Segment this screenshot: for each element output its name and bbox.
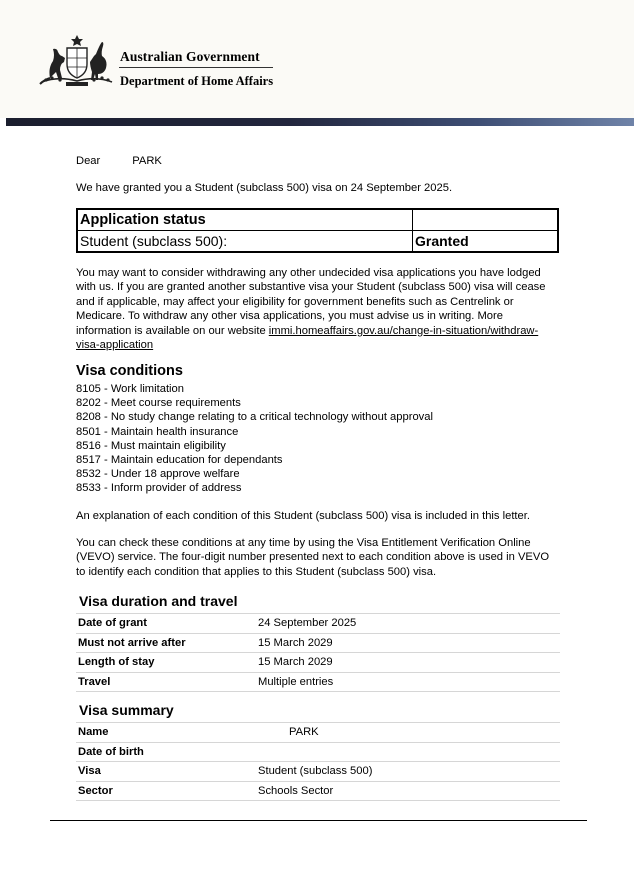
coat-of-arms-icon [38, 34, 116, 90]
table-row [76, 633, 560, 653]
status-row-divider [78, 230, 557, 231]
table-row [76, 781, 560, 801]
condition-item: 8202 - Meet course requirements [76, 397, 241, 410]
application-status-label: Student (subclass 500): [80, 233, 228, 249]
withdraw-link[interactable]: immi.homeaffairs.gov.au/change-in-situation/withdraw-visa-application [76, 324, 539, 352]
table-row [76, 672, 560, 692]
footer-divider [50, 820, 587, 821]
visa-conditions-list [76, 382, 433, 496]
conditions-explanation: An explanation of each condition of this Student (subclass 500) visa is included in this letter. [76, 510, 530, 522]
table-row [76, 723, 560, 743]
table-value [256, 723, 560, 743]
header-divider [119, 67, 273, 68]
salutation-word: Dear [76, 155, 101, 167]
condition-item: 8516 - Must maintain eligibility [76, 439, 226, 452]
table-label: Length of stay [76, 653, 256, 673]
visa-duration-table [76, 613, 560, 692]
application-status-title: Application status [80, 212, 206, 228]
summary-name-value: PARK [289, 726, 319, 739]
salutation [76, 154, 162, 168]
table-value: Student (subclass 500) [256, 762, 560, 782]
table-label: Sector [76, 781, 256, 801]
table-label: Date of grant [76, 614, 256, 634]
letterhead [0, 0, 634, 118]
table-row [76, 742, 560, 762]
table-value: Schools Sector [256, 781, 560, 801]
table-row [76, 614, 560, 634]
condition-item: 8533 - Inform provider of address [76, 482, 242, 495]
condition-item: 8517 - Maintain education for dependants [76, 454, 283, 467]
table-value: 24 September 2025 [256, 614, 560, 634]
table-label: Name [76, 723, 256, 743]
header-color-bar [6, 118, 634, 126]
table-value: Multiple entries [256, 672, 560, 692]
vevo-paragraph: You can check these conditions at any time by using the Visa Entitlement Verification Online (VEVO) service. The four-digit number presented next to each condition above is used in VEVO to identify each condition that applies to this Student (subclass 500) visa. [76, 537, 550, 578]
condition-item: 8532 - Under 18 approve welfare [76, 468, 240, 481]
visa-duration-title: Visa duration and travel [79, 593, 238, 609]
status-column-divider [412, 210, 413, 251]
condition-item: 8105 - Work limitation [76, 383, 184, 395]
withdraw-text: You may want to consider withdrawing any other undecided visa applications you have lodged with us. If you are granted another substantive visa your Student (subclass 500) visa will cease and if applicable, may affect your eligibility for government benefits such as Centrelink or Medicare. To withdraw any other visa applications, you must advise us in writing. More information is available on our website [76, 267, 546, 337]
table-label: Travel [76, 672, 256, 692]
table-value: 15 March 2029 [256, 633, 560, 653]
grant-sentence: We have granted you a Student (subclass 500) visa on 24 September 2025. [76, 182, 453, 194]
department-name: Department of Home Affairs [120, 74, 274, 88]
recipient-name: PARK [132, 155, 162, 167]
table-label: Must not arrive after [76, 633, 256, 653]
withdraw-paragraph [76, 266, 561, 352]
condition-item: 8501 - Maintain health insurance [76, 425, 239, 438]
application-status-box [76, 208, 559, 253]
government-name: Australian Government [120, 49, 260, 64]
visa-summary-title: Visa summary [79, 702, 174, 718]
table-row [76, 653, 560, 673]
visa-conditions-title: Visa conditions [76, 363, 183, 379]
table-row [76, 762, 560, 782]
condition-item: 8208 - No study change relating to a critical technology without approval [76, 411, 433, 424]
table-value [256, 742, 560, 762]
table-label: Date of birth [76, 742, 256, 762]
table-value: 15 March 2029 [256, 653, 560, 673]
visa-summary-table [76, 722, 560, 801]
application-status-value: Granted [415, 233, 469, 249]
table-label: Visa [76, 762, 256, 782]
